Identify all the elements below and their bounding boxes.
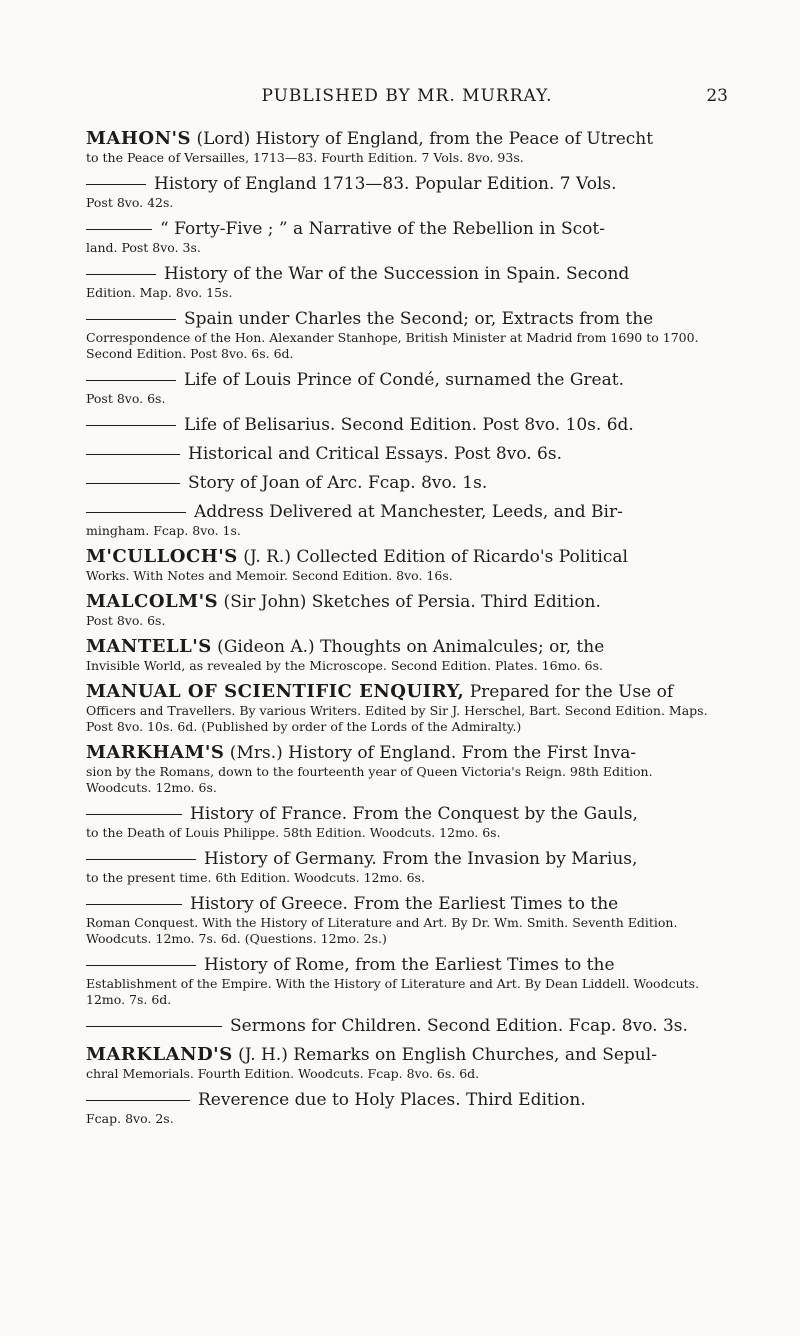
entry-lead-line xyxy=(86,681,720,703)
entry-title: Prepared for the Use of xyxy=(464,682,674,702)
entry-lead-line xyxy=(86,218,720,240)
entry-lead-line xyxy=(86,1044,720,1066)
entry-details: Establishment of the Empire. With the History of Literature and Art. By Dean Liddell. Woodcuts. 12mo. 7s. 6d. xyxy=(86,976,700,1007)
entry-details: Post 8vo. 6s. xyxy=(86,613,166,628)
catalogue-entry xyxy=(86,636,720,674)
entry-title: Spain under Charles the Second; or, Extracts from the xyxy=(184,309,654,329)
catalogue-entry xyxy=(86,591,720,629)
entry-details: Officers and Travellers. By various Writers. Edited by Sir J. Herschel, Bart. Second Edition. Maps. Post 8vo. 10s. 6d. (Published by order of the Lords of the Admiralty.) xyxy=(86,703,708,734)
entry-details: Invisible World, as revealed by the Microscope. Second Edition. Plates. 16mo. 6s. xyxy=(86,658,604,673)
catalogue-entry xyxy=(86,848,720,886)
catalogue-entry xyxy=(86,742,720,796)
entry-details: Works. With Notes and Memoir. Second Edition. 8vo. 16s. xyxy=(86,568,453,583)
entry-lead-line xyxy=(86,472,720,494)
catalogue-entry xyxy=(86,173,720,211)
ditto-dash xyxy=(86,184,146,185)
entry-title: History of the War of the Succession in Spain. Second xyxy=(164,264,630,284)
catalogue-entry xyxy=(86,369,720,407)
catalogue-entry xyxy=(86,1015,720,1037)
ditto-dash xyxy=(86,512,186,513)
catalogue-entry xyxy=(86,546,720,584)
entry-lead-line xyxy=(86,546,720,568)
entry-title: Life of Louis Prince of Condé, surnamed the Great. xyxy=(184,370,624,390)
entry-title: Sermons for Children. Second Edition. Fcap. 8vo. 3s. xyxy=(230,1016,688,1036)
entry-title: (J. R.) Collected Edition of Ricardo's Political xyxy=(237,547,628,567)
ditto-dash xyxy=(86,483,180,484)
entry-author: MARKHAM'S xyxy=(86,742,225,763)
catalogue-entry xyxy=(86,1089,720,1127)
entry-details: Roman Conquest. With the History of Literature and Art. By Dr. Wm. Smith. Seventh Edition. Woodcuts. 12mo. 7s. 6d. (Questions. 12mo. 2s.) xyxy=(86,915,678,946)
entry-details: Post 8vo. 6s. xyxy=(86,391,166,406)
entry-lead-line xyxy=(86,636,720,658)
ditto-dash xyxy=(86,1100,190,1101)
entry-title: Address Delivered at Manchester, Leeds, and Bir- xyxy=(194,502,623,522)
catalogue-entry xyxy=(86,308,720,362)
entry-title: History of Germany. From the Invasion by Marius, xyxy=(204,849,638,869)
catalogue-entry xyxy=(86,443,720,465)
ditto-dash xyxy=(86,859,196,860)
entry-lead-line xyxy=(86,128,720,150)
entry-author: MALCOLM'S xyxy=(86,591,219,612)
entry-title: History of France. From the Conquest by the Gauls, xyxy=(190,804,638,824)
catalogue-entry xyxy=(86,893,720,947)
ditto-dash xyxy=(86,229,152,230)
running-head xyxy=(86,86,728,114)
catalogue-entry xyxy=(86,681,720,735)
entry-details: to the Death of Louis Philippe. 58th Edition. Woodcuts. 12mo. 6s. xyxy=(86,825,501,840)
entry-lead-line xyxy=(86,893,720,915)
catalogue-entry xyxy=(86,128,720,166)
entry-details: mingham. Fcap. 8vo. 1s. xyxy=(86,523,241,538)
entry-title: (Gideon A.) Thoughts on Animalcules; or, the xyxy=(211,637,605,657)
page-number: 23 xyxy=(706,86,728,106)
entry-author: MANUAL OF SCIENTIFIC ENQUIRY, xyxy=(86,681,465,702)
entry-details: land. Post 8vo. 3s. xyxy=(86,240,201,255)
entry-details: Edition. Map. 8vo. 15s. xyxy=(86,285,233,300)
running-title: PUBLISHED BY MR. MURRAY. xyxy=(261,86,553,106)
entry-lead-line xyxy=(86,443,720,465)
entry-title: Life of Belisarius. Second Edition. Post 8vo. 10s. 6d. xyxy=(184,415,634,435)
entry-title: “ Forty-Five ; ” a Narrative of the Rebellion in Scot- xyxy=(160,219,605,239)
entry-lead-line xyxy=(86,414,720,436)
entry-author: M'CULLOCH'S xyxy=(86,546,238,567)
entry-details: chral Memorials. Fourth Edition. Woodcuts. Fcap. 8vo. 6s. 6d. xyxy=(86,1066,480,1081)
entry-lead-line xyxy=(86,308,720,330)
catalogue-entries xyxy=(86,128,720,1134)
entry-details: to the present time. 6th Edition. Woodcuts. 12mo. 6s. xyxy=(86,870,425,885)
catalogue-entry xyxy=(86,954,720,1008)
catalogue-entry xyxy=(86,1044,720,1082)
entry-details: Post 8vo. 42s. xyxy=(86,195,174,210)
entry-title: (J. H.) Remarks on English Churches, and Sepul- xyxy=(232,1045,657,1065)
entry-details: sion by the Romans, down to the fourteenth year of Queen Victoria's Reign. 98th Edition. Woodcuts. 12mo. 6s. xyxy=(86,764,653,795)
entry-lead-line xyxy=(86,954,720,976)
entry-author: MARKLAND'S xyxy=(86,1044,233,1065)
entry-lead-line xyxy=(86,173,720,195)
ditto-dash xyxy=(86,425,176,426)
entry-details: to the Peace of Versailles, 1713—83. Fourth Edition. 7 Vols. 8vo. 93s. xyxy=(86,150,524,165)
entry-lead-line xyxy=(86,1089,720,1111)
entry-lead-line xyxy=(86,848,720,870)
catalogue-entry xyxy=(86,803,720,841)
catalogue-entry xyxy=(86,218,720,256)
entry-details: Fcap. 8vo. 2s. xyxy=(86,1111,174,1126)
catalogue-entry xyxy=(86,472,720,494)
ditto-dash xyxy=(86,319,176,320)
entry-lead-line xyxy=(86,263,720,285)
catalogue-entry xyxy=(86,501,720,539)
ditto-dash xyxy=(86,965,196,966)
ditto-dash xyxy=(86,1026,222,1027)
entry-title: Reverence due to Holy Places. Third Edition. xyxy=(198,1090,586,1110)
entry-title: (Mrs.) History of England. From the First Inva- xyxy=(224,743,637,763)
entry-lead-line xyxy=(86,369,720,391)
entry-lead-line xyxy=(86,501,720,523)
entry-title: History of England 1713—83. Popular Edition. 7 Vols. xyxy=(154,174,617,194)
entry-author: MAHON'S xyxy=(86,128,192,149)
entry-title: History of Greece. From the Earliest Times to the xyxy=(190,894,619,914)
ditto-dash xyxy=(86,904,182,905)
entry-lead-line xyxy=(86,1015,720,1037)
ditto-dash xyxy=(86,380,176,381)
entry-title: Historical and Critical Essays. Post 8vo. 6s. xyxy=(188,444,562,464)
entry-title: (Lord) History of England, from the Peace of Utrecht xyxy=(191,129,654,149)
entry-details: Correspondence of the Hon. Alexander Stanhope, British Minister at Madrid from 1690 to 1700. Second Edition. Post 8vo. 6s. 6d. xyxy=(86,330,699,361)
ditto-dash xyxy=(86,274,156,275)
entry-title: History of Rome, from the Earliest Times to the xyxy=(204,955,615,975)
catalogue-entry xyxy=(86,263,720,301)
ditto-dash xyxy=(86,454,180,455)
entry-lead-line xyxy=(86,591,720,613)
entry-title: (Sir John) Sketches of Persia. Third Edition. xyxy=(218,592,601,612)
entry-author: MANTELL'S xyxy=(86,636,212,657)
catalogue-entry xyxy=(86,414,720,436)
entry-lead-line xyxy=(86,803,720,825)
entry-lead-line xyxy=(86,742,720,764)
ditto-dash xyxy=(86,814,182,815)
entry-title: Story of Joan of Arc. Fcap. 8vo. 1s. xyxy=(188,473,488,493)
